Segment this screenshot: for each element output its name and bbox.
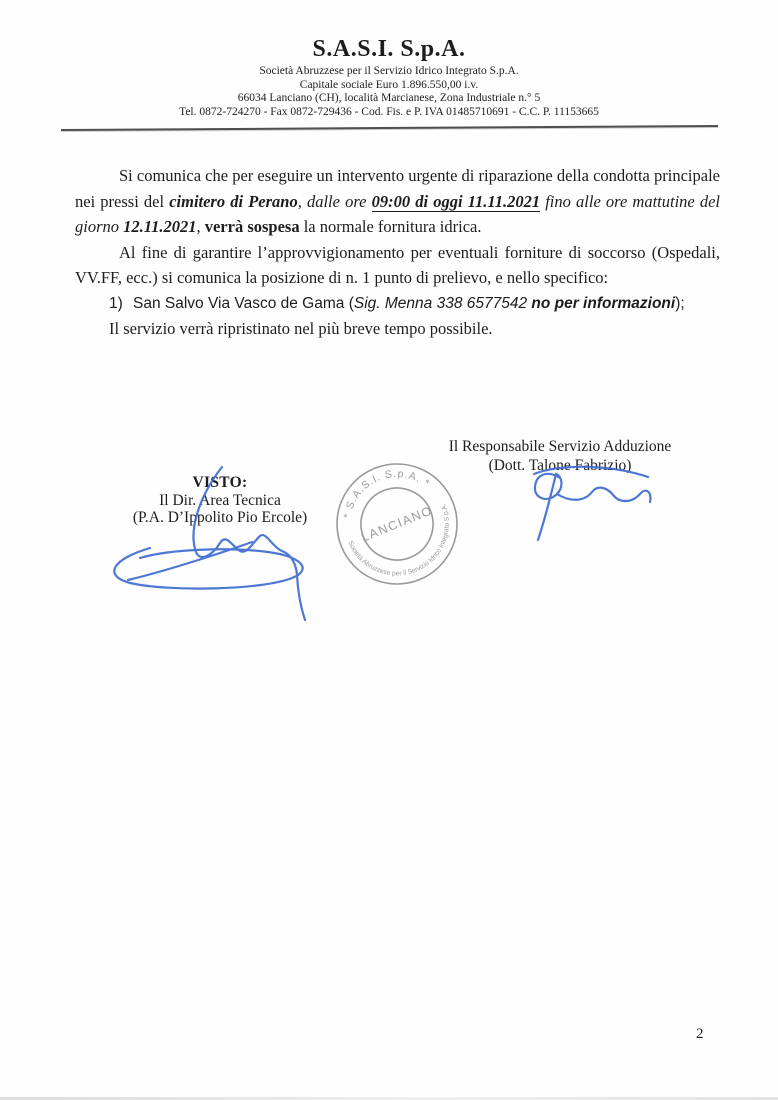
text-segment: 12.11.2021: [123, 217, 197, 236]
stamp-center-text: LANCIANO: [359, 503, 435, 545]
letterhead: [0, 36, 778, 119]
letter-body: [75, 163, 720, 342]
header-divider: [61, 125, 718, 131]
text-segment: San Salvo Via Vasco de Gama (: [133, 294, 354, 312]
closing-line: Il servizio verrà ripristinato nel più breve tempo possibile.: [109, 319, 493, 338]
responsabile-role: Il Responsabile Servizio Adduzione: [448, 438, 672, 455]
text-segment: dalle ore: [306, 191, 372, 211]
letterhead-capital: Capitale sociale Euro 1.896.550,00 i.v.: [299, 78, 479, 91]
signature-ink-visto: [100, 455, 330, 630]
list-number: 1): [109, 294, 123, 312]
text-segment: ,: [297, 191, 307, 211]
paragraph-1: [75, 163, 720, 240]
letterhead-subtitle: Società Abruzzese per il Servizio Idrico Integrato S.p.A.: [259, 65, 519, 77]
text-segment: verrà sospesa: [204, 217, 300, 236]
visto-label: VISTO:: [192, 474, 248, 491]
list-item-1: [109, 291, 720, 317]
text-segment: 09:00 di oggi 11.11.2021: [371, 191, 541, 211]
text-segment: );: [675, 294, 685, 312]
responsabile-name: (Dott. Talone Fabrizio): [488, 456, 632, 474]
page-number: 2: [696, 1026, 704, 1042]
text-segment: cimitero di Perano: [169, 191, 298, 211]
letterhead-contacts: Tel. 0872-724270 - Fax 0872-729436 - Cod. Fis. e P. IVA 01485710691 - C.C. P. 11153665: [179, 105, 599, 118]
stamp-top-text: * S.A.S.I. S.p.A. *: [341, 467, 433, 519]
stamp-bottom-text: Società Abruzzese per il Servizio Idrico Integrato S.p.A.: [346, 502, 451, 578]
company-title: S.A.S.I. S.p.A.: [312, 36, 466, 62]
paragraph-2: Al fine di garantire l’approvvigionamento per eventuali forniture di soccorso (Ospedali, VV.FF, ecc.) si comunica la posizione di n. 1 punto di prelievo, e nello specifico:: [75, 242, 720, 287]
text-segment: fino alle ore mattutine del giorno: [75, 191, 721, 236]
text-segment: ,: [196, 217, 205, 236]
visto-role: Il Dir. Area Tecnica: [159, 491, 281, 509]
text-segment: la normale fornitura idrica.: [299, 217, 482, 236]
letterhead-address: 66034 Lanciano (CH), località Marcianese, Zona Industriale n.° 5: [237, 92, 541, 104]
text-segment: Sig. Menna 338 6577542: [353, 294, 532, 312]
signature-ink-responsabile: [490, 455, 665, 550]
visto-name: (P.A. D’Ippolito Pio Ercole): [132, 509, 308, 526]
text-segment: no per informazioni: [531, 294, 676, 312]
text-segment: Si comunica che per eseguire un intervento urgente di riparazione della condotta principale nei pressi del: [75, 166, 720, 211]
